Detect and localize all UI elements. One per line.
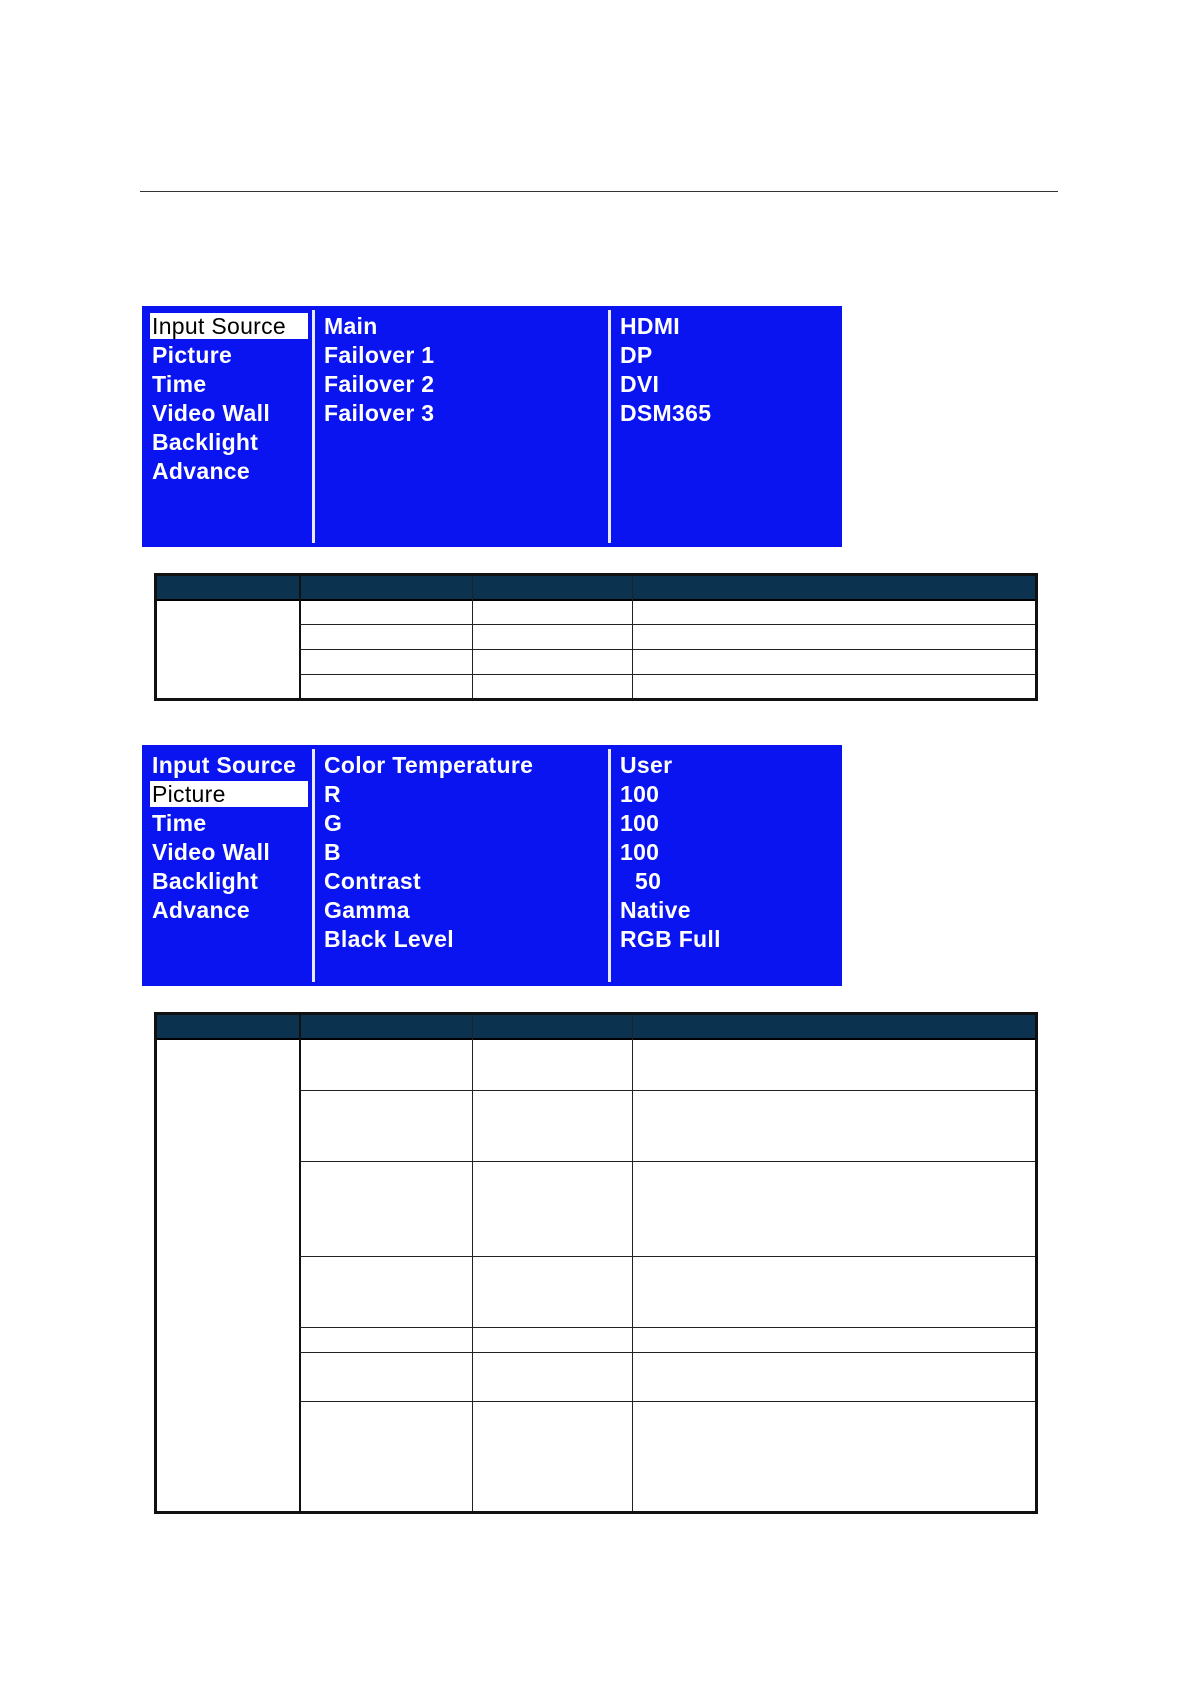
menu-item-picture[interactable]: Picture <box>152 342 233 368</box>
value-black-level[interactable]: RGB Full <box>620 926 721 952</box>
menu-item-video-wall[interactable]: Video Wall <box>152 839 271 865</box>
menu-item-video-wall[interactable]: Video Wall <box>152 400 271 426</box>
submenu-item-failover-3[interactable]: Failover 3 <box>324 400 435 426</box>
value-dvi[interactable]: DVI <box>620 371 660 397</box>
submenu-item-failover-1[interactable]: Failover 1 <box>324 342 435 368</box>
table-header-row <box>157 1015 1035 1040</box>
settings-table-input-source <box>154 573 1038 701</box>
menu-item-backlight[interactable]: Backlight <box>152 429 259 455</box>
menu-item-time[interactable]: Time <box>152 810 207 836</box>
submenu-item-b[interactable]: B <box>324 839 341 865</box>
submenu-item-color-temperature[interactable]: Color Temperature <box>324 752 534 778</box>
menu-item-input-source[interactable]: Input Source <box>150 313 308 339</box>
osd-main-menu <box>142 745 312 986</box>
value-hdmi[interactable]: HDMI <box>620 313 680 339</box>
table-column-divider <box>299 576 301 698</box>
table-row-divider <box>299 649 1035 650</box>
value-r[interactable]: 100 <box>620 781 660 807</box>
menu-item-input-source[interactable]: Input Source <box>152 752 297 778</box>
value-gamma[interactable]: Native <box>620 897 691 923</box>
table-row-divider <box>299 1327 1035 1328</box>
table-column-divider <box>472 576 473 698</box>
osd-values <box>610 306 842 547</box>
table-row-divider <box>299 1090 1035 1091</box>
submenu-item-black-level[interactable]: Black Level <box>324 926 454 952</box>
menu-item-advance[interactable]: Advance <box>152 897 250 923</box>
menu-item-backlight[interactable]: Backlight <box>152 868 259 894</box>
table-row-divider <box>299 624 1035 625</box>
table-column-divider <box>632 576 633 698</box>
table-row-divider <box>299 674 1035 675</box>
table-row-divider <box>299 1161 1035 1162</box>
table-row-divider <box>299 1256 1035 1257</box>
table-row-divider <box>299 1401 1035 1402</box>
submenu-item-gamma[interactable]: Gamma <box>324 897 410 923</box>
osd-main-menu <box>142 306 312 547</box>
osd-menu-input-source <box>142 306 842 547</box>
table-row-divider <box>299 1352 1035 1353</box>
value-b[interactable]: 100 <box>620 839 660 865</box>
settings-table-picture <box>154 1012 1038 1514</box>
osd-menu-picture <box>142 745 842 986</box>
value-g[interactable]: 100 <box>620 810 660 836</box>
menu-item-advance[interactable]: Advance <box>152 458 250 484</box>
value-contrast[interactable]: 50 <box>635 868 662 894</box>
table-header-row <box>157 576 1035 601</box>
value-dsm365[interactable]: DSM365 <box>620 400 712 426</box>
menu-item-time[interactable]: Time <box>152 371 207 397</box>
osd-submenu <box>314 745 608 986</box>
submenu-item-failover-2[interactable]: Failover 2 <box>324 371 435 397</box>
submenu-item-g[interactable]: G <box>324 810 343 836</box>
osd-values <box>610 745 842 986</box>
value-color-temperature[interactable]: User <box>620 752 673 778</box>
header-rule <box>140 191 1058 192</box>
value-dp[interactable]: DP <box>620 342 653 368</box>
osd-submenu <box>314 306 608 547</box>
menu-item-picture[interactable]: Picture <box>150 781 308 807</box>
submenu-item-main[interactable]: Main <box>324 313 378 339</box>
submenu-item-r[interactable]: R <box>324 781 341 807</box>
submenu-item-contrast[interactable]: Contrast <box>324 868 421 894</box>
